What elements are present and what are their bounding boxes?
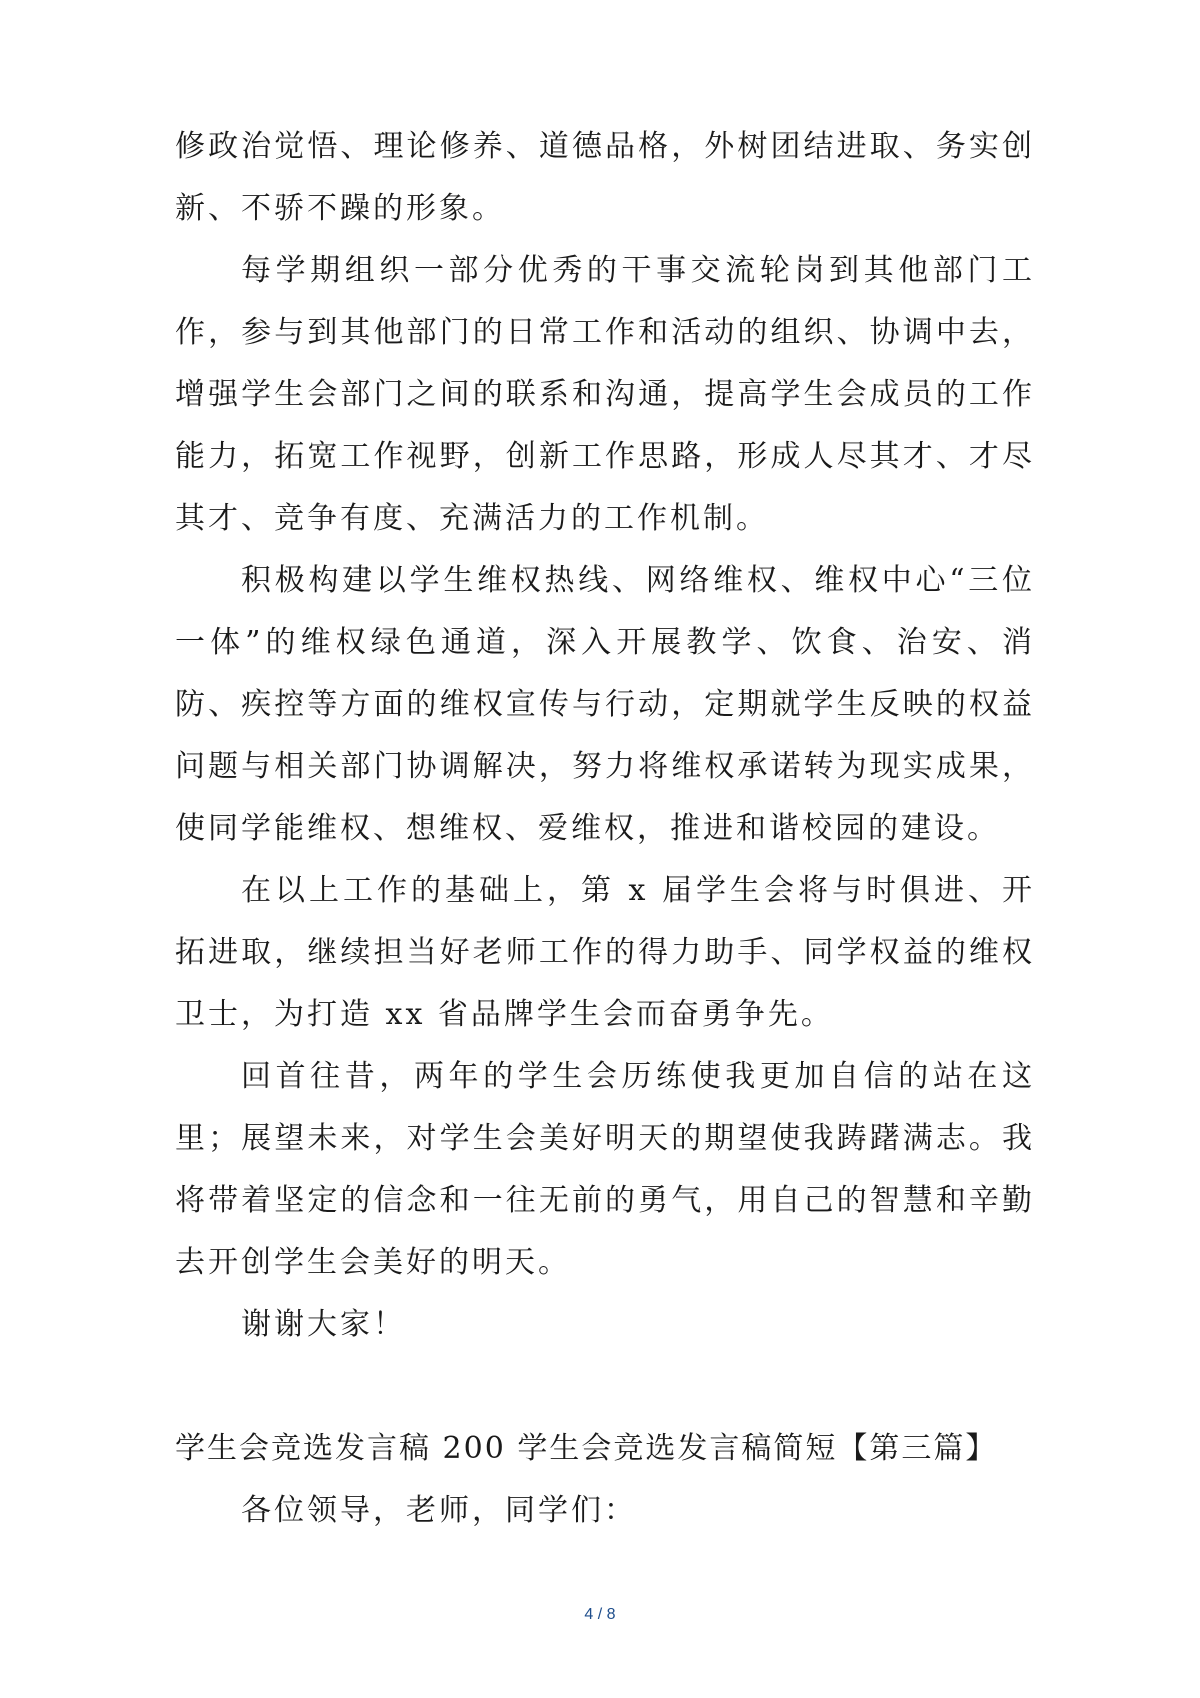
- paragraph-thanks: 谢谢大家！: [241, 1307, 406, 1342]
- paragraph-continuation: 修政治觉悟、理论修养、道德品格，外树团结进取、务实创新、不骄不躁的形象。: [175, 129, 1035, 226]
- page-indicator: 4 / 8: [584, 1606, 616, 1623]
- document-body: [175, 116, 1035, 1542]
- section-spacer: [175, 1356, 1035, 1418]
- greeting: 各位领导，老师，同学们：: [241, 1493, 637, 1528]
- paragraph-rights: 积极构建以学生维权热线、网络维权、维权中心“三位一体”的维权绿色通道，深入开展教学、饮食、治安、消防、疾控等方面的维权宣传与行动，定期就学生反映的权益问题与相关部门协调解决，努力将维权承诺转为现实成果，使同学能维权、想维权、爱维权，推进和谐校园的建设。: [175, 563, 1035, 846]
- paragraph-foundation: 在以上工作的基础上，第 x 届学生会将与时俱进、开拓进取，继续担当好老师工作的得力助手、同学权益的维权卫士，为打造 xx 省品牌学生会而奋勇争先。: [175, 873, 1035, 1032]
- section-heading: 学生会竞选发言稿 200 学生会竞选发言稿简短【第三篇】: [175, 1431, 998, 1466]
- paragraph-looking-back: 回首往昔，两年的学生会历练使我更加自信的站在这里；展望未来，对学生会美好明天的期望使我踌躇满志。我将带着坚定的信念和一往无前的勇气，用自己的智慧和辛勤去开创学生会美好的明天。: [175, 1059, 1035, 1280]
- paragraph-rotation: 每学期组织一部分优秀的干事交流轮岗到其他部门工作，参与到其他部门的日常工作和活动的组织、协调中去，增强学生会部门之间的联系和沟通，提高学生会成员的工作能力，拓宽工作视野，创新工作思路，形成人尽其才、才尽其才、竞争有度、充满活力的工作机制。: [175, 253, 1035, 536]
